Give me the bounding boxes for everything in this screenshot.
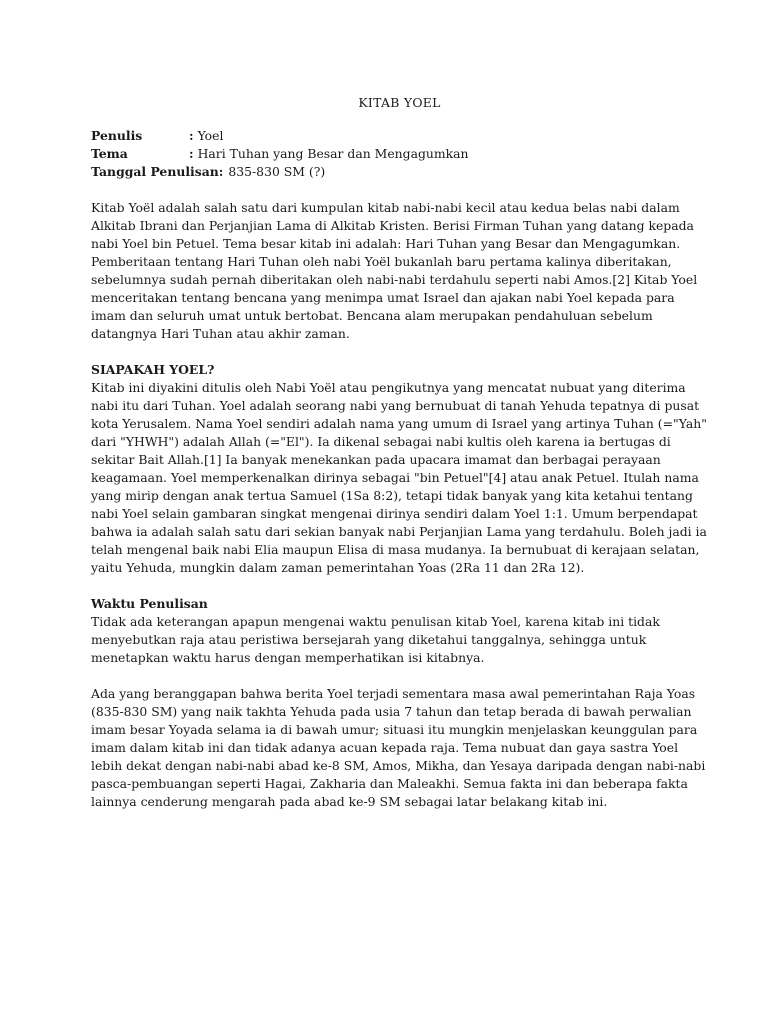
section-paragraph: Ada yang beranggapan bahwa berita Yoel terjadi sementara masa awal pemerintahan Raja Yoas (835-830 SM) yang naik takhta Yehuda pada usia 7 tahun dan tetap berada di bawah perwalian imam besar Yoyada selama ia di bawah umur; situasi itu mungkin menjelaskan keunggulan para imam dalam kitab ini dan tidak adanya acuan kepada raja. Tema nubuat dan gaya sastra Yoel lebih dekat dengan nabi-nabi abad ke-8 SM, Amos, Mikha, dan Yesaya daripada dengan nabi-nabi pasca-pembuangan seperti Hagai, Zakharia dan Maleakhi. Semua fakta ini dan beberapa fakta lainnya cenderung mengarah pada abad ke-9 SM sebagai latar belakang kitab ini.	[91, 686, 706, 809]
section-heading: Waktu Penulisan	[91, 596, 208, 611]
section-paragraph: Kitab ini diyakini ditulis oleh Nabi Yoël atau pengikutnya yang mencatat nubuat yang diterima nabi itu dari Tuhan. Yoel adalah seorang nabi yang bernubuat di tanah Yehuda tepatnya di pusat kota Yerusalem. Nama Yoel sendiri adalah nama yang umum di Israel yang artinya Tuhan (="Yah" dari "YHWH") adalah Allah (="El"). Ia dikenal sebagai nabi kultis oleh karena ia bertugas di sekitar Bait Allah.[1] Ia banyak menekankan pada upacara imamat dan berbagai perayaan keagamaan. Yoel memperkenalkan dirinya sebagai "bin Petuel"[4] atau anak Petuel. Itulah nama yang mirip dengan anak tertua Samuel (1Sa 8:2), tetapi tidak banyak yang kita ketahui tentang nabi Yoel selain gambaran singkat mengenai dirinya sendiri dalam Yoel 1:1. Umum berpendapat bahwa ia adalah salah satu dari sekian banyak nabi Perjanjian Lama yang terdahulu. Boleh jadi ia telah mengenal baik nabi Elia maupun Elisa di masa mudanya. Ia bernubuat di kerajaan selatan, yaitu Yehuda, mungkin dalam zaman pemerintahan Yoas (2Ra 11 dan 2Ra 12).	[91, 380, 707, 575]
meta-author-row	[91, 127, 708, 145]
meta-author-value: Yoel	[197, 128, 224, 143]
meta-date-row	[91, 163, 708, 181]
meta-theme-value: Hari Tuhan yang Besar dan Mengagumkan	[197, 146, 469, 161]
meta-colon: :	[189, 146, 194, 161]
document-title: KITAB YOEL	[358, 95, 441, 110]
meta-theme-row	[91, 145, 708, 163]
meta-theme-label: Tema	[91, 146, 128, 161]
intro-paragraph: Kitab Yoël adalah salah satu dari kumpulan kitab nabi-nabi kecil atau kedua belas nabi dalam Alkitab Ibrani dan Perjanjian Lama di Alkitab Kristen. Berisi Firman Tuhan yang datang kepada nabi Yoel bin Petuel. Tema besar kitab ini adalah: Hari Tuhan yang Besar dan Mengagumkan. Pemberitaan tentang Hari Tuhan oleh nabi Yoël bukanlah baru pertama kalinya diberitakan, sebelumnya sudah pernah diberitakan oleh nabi-nabi terdahulu seperti nabi Amos.[2] Kitab Yoel menceritakan tentang bencana yang menimpa umat Israel dan ajakan nabi Yoel kepada para imam dan seluruh umat untuk bertobat. Bencana alam merupakan pendahuluan sebelum datangnya Hari Tuhan atau akhir zaman.	[91, 200, 698, 341]
section-heading: SIAPAKAH YOEL?	[91, 362, 215, 377]
metadata-block	[91, 127, 708, 181]
meta-date-label: Tanggal Penulisan:	[91, 164, 224, 179]
meta-date-value: 835-830 SM (?)	[228, 164, 326, 179]
meta-colon: :	[189, 128, 194, 143]
meta-author-label: Penulis	[91, 128, 143, 143]
section-writing-time	[91, 595, 708, 811]
section-paragraph: Tidak ada keterangan apapun mengenai waktu penulisan kitab Yoel, karena kitab ini tidak menyebutkan raja atau peristiwa bersejarah yang diketahui tanggalnya, sehingga untuk menetapkan waktu harus dengan memperhatikan isi kitabnya.	[91, 614, 660, 665]
section-who-is-yoel	[91, 361, 708, 577]
